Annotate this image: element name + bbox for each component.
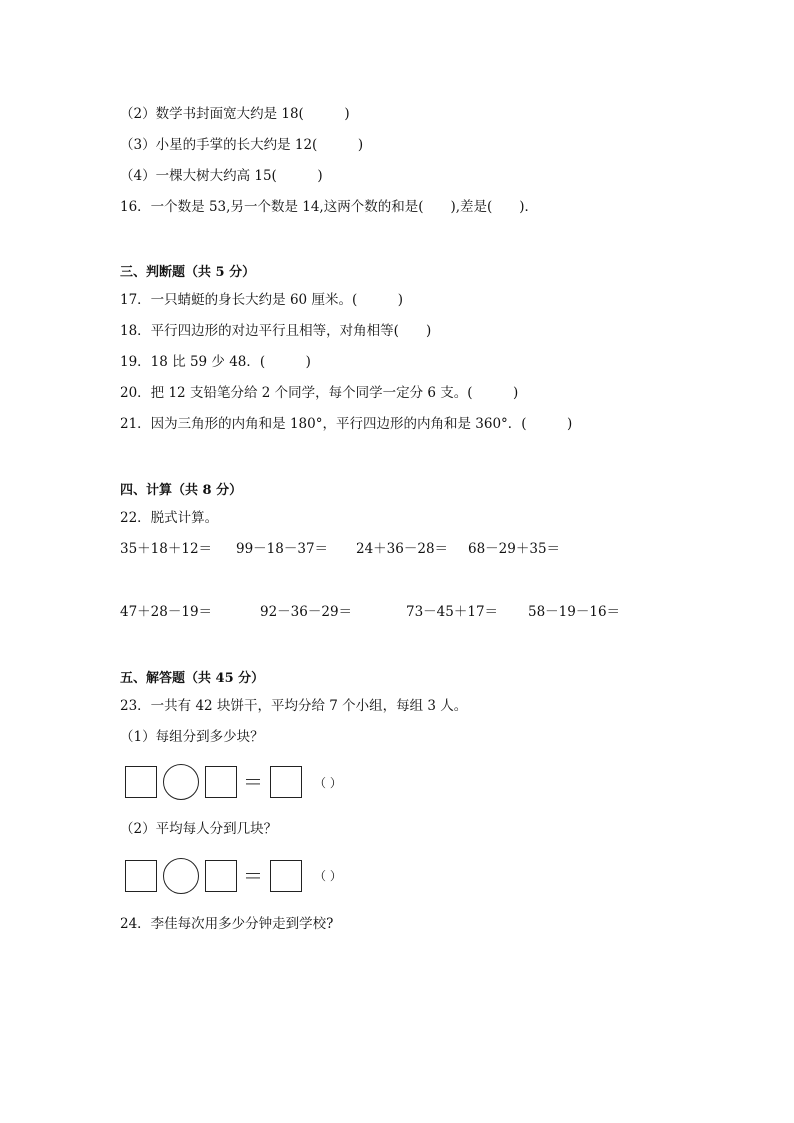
question-23-1: （1）每组分到多少块？ xyxy=(120,729,264,745)
calc-item: 73－45＋17＝ xyxy=(406,604,499,620)
calc-item: 35＋18＋12＝ xyxy=(120,541,213,557)
answer-box[interactable] xyxy=(205,860,237,892)
answer-box[interactable] xyxy=(205,766,237,798)
section-5-heading: 五、解答题（共 45 分） xyxy=(120,671,265,686)
question-15-3: （3）小星的手掌的长大约是 12( ) xyxy=(120,137,364,153)
calc-item: 68－29＋35＝ xyxy=(468,541,561,557)
unit-paren[interactable]: （ ） xyxy=(314,776,342,790)
calc-item: 47＋28－19＝ xyxy=(120,604,213,620)
question-23-2: （2）平均每人分到几块？ xyxy=(120,821,278,837)
question-15-4: （4）一棵大树大约高 15( ) xyxy=(120,168,323,184)
question-20: 20．把 12 支铅笔分给 2 个同学，每个同学一定分 6 支。( ) xyxy=(120,385,519,401)
calc-item: 99－18－37＝ xyxy=(236,541,329,557)
answer-box[interactable] xyxy=(270,860,302,892)
calc-item: 92－36－29＝ xyxy=(260,604,353,620)
question-15-2: （2）数学书封面宽大约是 18( ) xyxy=(120,106,350,122)
question-18: 18．平行四边形的对边平行且相等，对角相等( ) xyxy=(120,323,432,339)
question-19: 19．18 比 59 少 48．( ) xyxy=(120,354,311,370)
equals-sign: ＝ xyxy=(243,864,263,888)
calc-item: 24＋36－28＝ xyxy=(356,541,449,557)
answer-box[interactable] xyxy=(125,860,157,892)
section-3-heading: 三、判断题（共 5 分） xyxy=(120,265,256,280)
operator-circle[interactable] xyxy=(163,858,199,894)
question-23: 23．一共有 42 块饼干，平均分给 7 个小组，每组 3 人。 xyxy=(120,698,468,714)
question-24: 24．李佳每次用多少分钟走到学校? xyxy=(120,916,334,932)
calc-item: 58－19－16＝ xyxy=(528,604,621,620)
unit-paren[interactable]: （ ） xyxy=(314,869,342,883)
operator-circle[interactable] xyxy=(163,764,199,800)
answer-box[interactable] xyxy=(270,766,302,798)
question-21: 21．因为三角形的内角和是 180°，平行四边形的内角和是 360°．( ) xyxy=(120,416,573,432)
answer-box[interactable] xyxy=(125,766,157,798)
equals-sign: ＝ xyxy=(243,770,263,794)
question-16: 16．一个数是 53,另一个数是 14,这两个数的和是( ),差是( )． xyxy=(120,199,539,215)
question-22: 22．脱式计算。 xyxy=(120,510,219,526)
question-17: 17．一只蜻蜓的身长大约是 60 厘米。( ) xyxy=(120,292,403,308)
section-4-heading: 四、计算（共 8 分） xyxy=(120,483,243,498)
